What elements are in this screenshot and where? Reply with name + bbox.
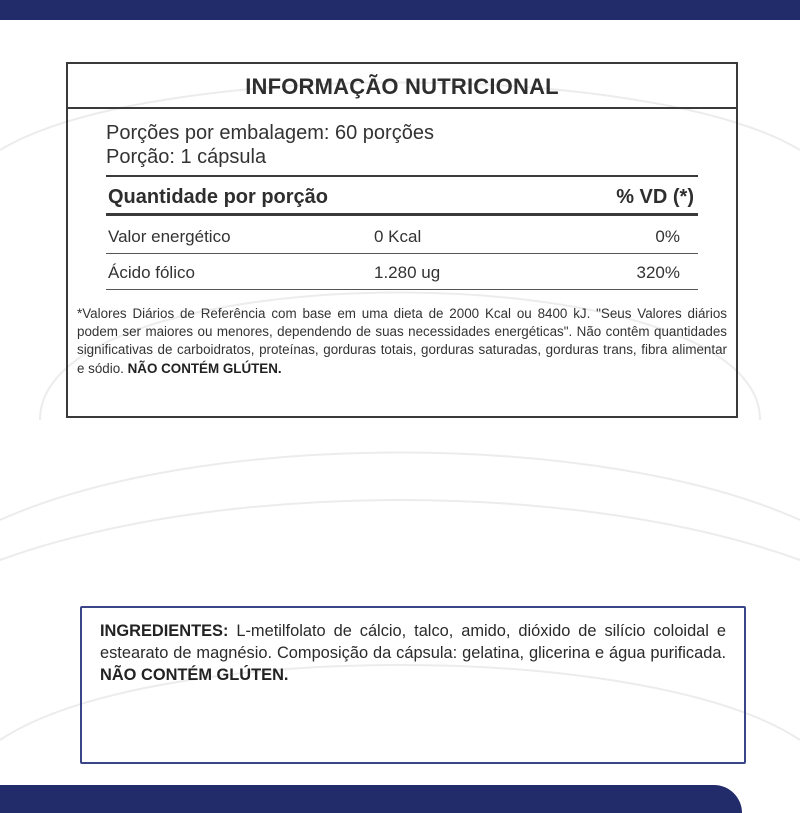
ingredients-gluten-notice: NÃO CONTÉM GLÚTEN. bbox=[100, 666, 289, 684]
ingredients-label: INGREDIENTES: bbox=[100, 622, 229, 640]
nutrient-dv: 0% bbox=[655, 227, 680, 246]
bottom-banner-bar bbox=[0, 785, 742, 813]
serving-size: Porção: 1 cápsula bbox=[106, 146, 267, 168]
quantity-header-label: Quantidade por porção bbox=[108, 186, 329, 208]
nutrition-facts-table bbox=[66, 62, 738, 418]
nutrition-title: INFORMAÇÃO NUTRICIONAL bbox=[68, 64, 736, 109]
ingredients-box bbox=[80, 606, 746, 764]
nutrient-name: Valor energético bbox=[108, 227, 231, 246]
nutrient-dv: 320% bbox=[636, 263, 680, 282]
servings-per-package: Porções por embalagem: 60 porções bbox=[106, 122, 434, 144]
nutrition-footnote bbox=[77, 305, 727, 378]
ingredients-text: L-metilfolato de cálcio, talco, amido, dióxido de silício coloidal e estearato de magnésio. Composição da cápsula: gelatina, glicerina e água purificada. bbox=[100, 622, 726, 662]
daily-value-header: % VD (*) bbox=[616, 186, 694, 208]
nutrient-amount: 0 Kcal bbox=[374, 227, 422, 246]
gluten-free-notice: NÃO CONTÉM GLÚTEN. bbox=[127, 360, 282, 376]
table-row bbox=[106, 218, 698, 254]
nutrient-amount: 1.280 ug bbox=[374, 263, 441, 282]
footnote-text: *Valores Diários de Referência com base em uma dieta de 2000 Kcal ou 8400 kJ. "Seus Valores diários podem ser maiores ou menores, dependendo de suas necessidades energéticas". Não contêm quantidades significativas de carboidratos, proteínas, gorduras totais, gorduras saturadas, gorduras trans, fibra alimentar e sódio. bbox=[77, 306, 727, 376]
nutrient-name: Ácido fólico bbox=[108, 263, 195, 282]
table-row bbox=[106, 254, 698, 290]
quantity-header bbox=[106, 177, 698, 216]
